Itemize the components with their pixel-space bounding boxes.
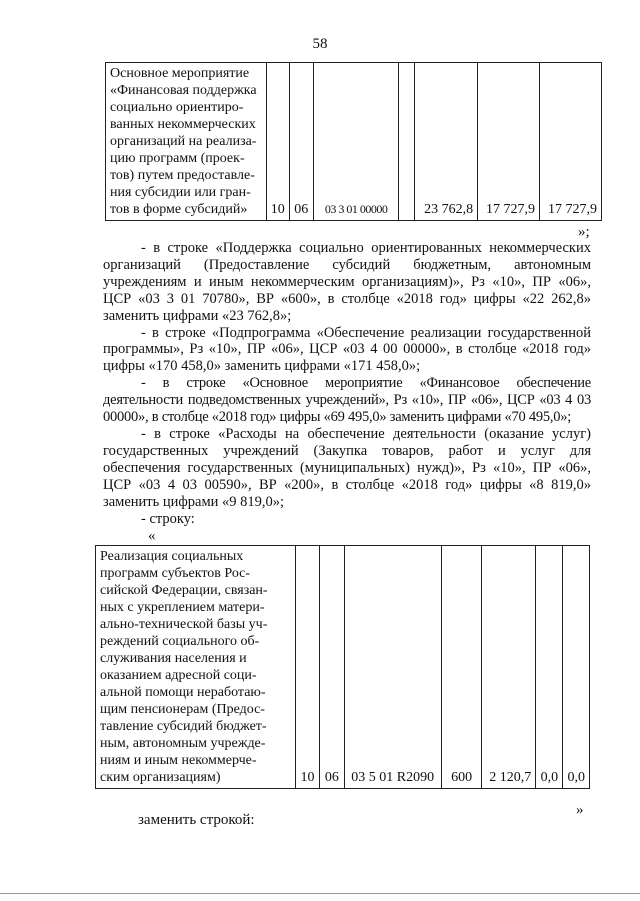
paragraph: - в строке «Подпрограмма «Обеспечение реализации государственной программы», Рз «10», ПР «06», ЦСР «03 4 00 00000», в столбце «2018 год» цифры «170 458,0» заменить цифрами «171 458,0»; (103, 324, 591, 375)
opening-quote: « (148, 528, 156, 544)
table-row (106, 63, 602, 221)
table-row (96, 546, 590, 789)
amendment-text (103, 240, 591, 527)
cell-value-2019: 0,0 (536, 546, 563, 789)
cell-value-2018: 23 762,8 (415, 63, 478, 221)
cell-rz: 10 (266, 63, 289, 221)
closing-quote: »; (578, 224, 590, 240)
cell-rz: 10 (295, 546, 319, 789)
page-edge-divider (0, 893, 640, 894)
replace-instruction: заменить строкой: (138, 812, 255, 828)
paragraph: - строку: (141, 510, 195, 527)
page-number: 58 (312, 36, 328, 52)
row-description: Основное мероприятие «Финансовая поддержка социально ориентиро- ванных некоммерческих организаций на реализа- цию программ (проек- тов) путем предоставле- ния субсидии или гран- тов в форме субсидий» (106, 63, 267, 221)
closing-quote: » (576, 802, 584, 818)
cell-pr: 06 (320, 546, 344, 789)
cell-value-2018: 2 120,7 (482, 546, 536, 789)
cell-value-2020: 0,0 (563, 546, 590, 789)
row-description: Реализация социальных программ субъектов Рос- сийской Федерации, связан- ных с укреплением матери- ально-технической базы уч- реждений социального об- служивания населения и оказанием адресной соци- альной помощи неработаю- щим пенсионерам (Предос- тавление субсидий бюджет- ным, автономным учрежде- ниям и иным некоммерче- ским организациям) (96, 546, 296, 789)
cell-csr: 03 3 01 00000 (313, 63, 399, 221)
cell-vr: 600 (441, 546, 482, 789)
paragraph: - в строке «Поддержка социально ориентированных некоммерческих организаций (Предоставление субсидий бюджетным, автономным учреждениям и иным некоммерческим организациям)», Рз «10», ПР «06», ЦСР «03 3 01 70780», ВР «600», в столбце «2018 год» цифры «22 262,8» заменить цифрами «23 762,8»; (103, 240, 591, 324)
cell-csr: 03 5 01 R2090 (344, 546, 441, 789)
cell-vr (399, 63, 415, 221)
cell-value-2020: 17 727,9 (540, 63, 602, 221)
budget-table-row-1 (105, 62, 602, 221)
cell-pr: 06 (289, 63, 313, 221)
cell-value-2019: 17 727,9 (478, 63, 540, 221)
paragraph: - в строке «Расходы на обеспечение деятельности (оказание услуг) государственных учреждений (Закупка товаров, работ и услуг для обеспечения государственных (муниципальных) нужд)», Рз «10», ПР «06», ЦСР «03 4 03 00590», ВР «200», в столбце «2018 год» цифры «8 819,0» заменить цифрами «9 819,0»; (103, 425, 591, 510)
paragraph: - в строке «Основное мероприятие «Финансовое обеспечение деятельности подведомственных учреждений», Рз «10», ПР «06», ЦСР «03 4 03 00000», в столбце «2018 год» цифры «69 495,0» заменить цифрами «70 495,0»; (103, 375, 591, 426)
budget-table-row-2 (95, 545, 590, 789)
